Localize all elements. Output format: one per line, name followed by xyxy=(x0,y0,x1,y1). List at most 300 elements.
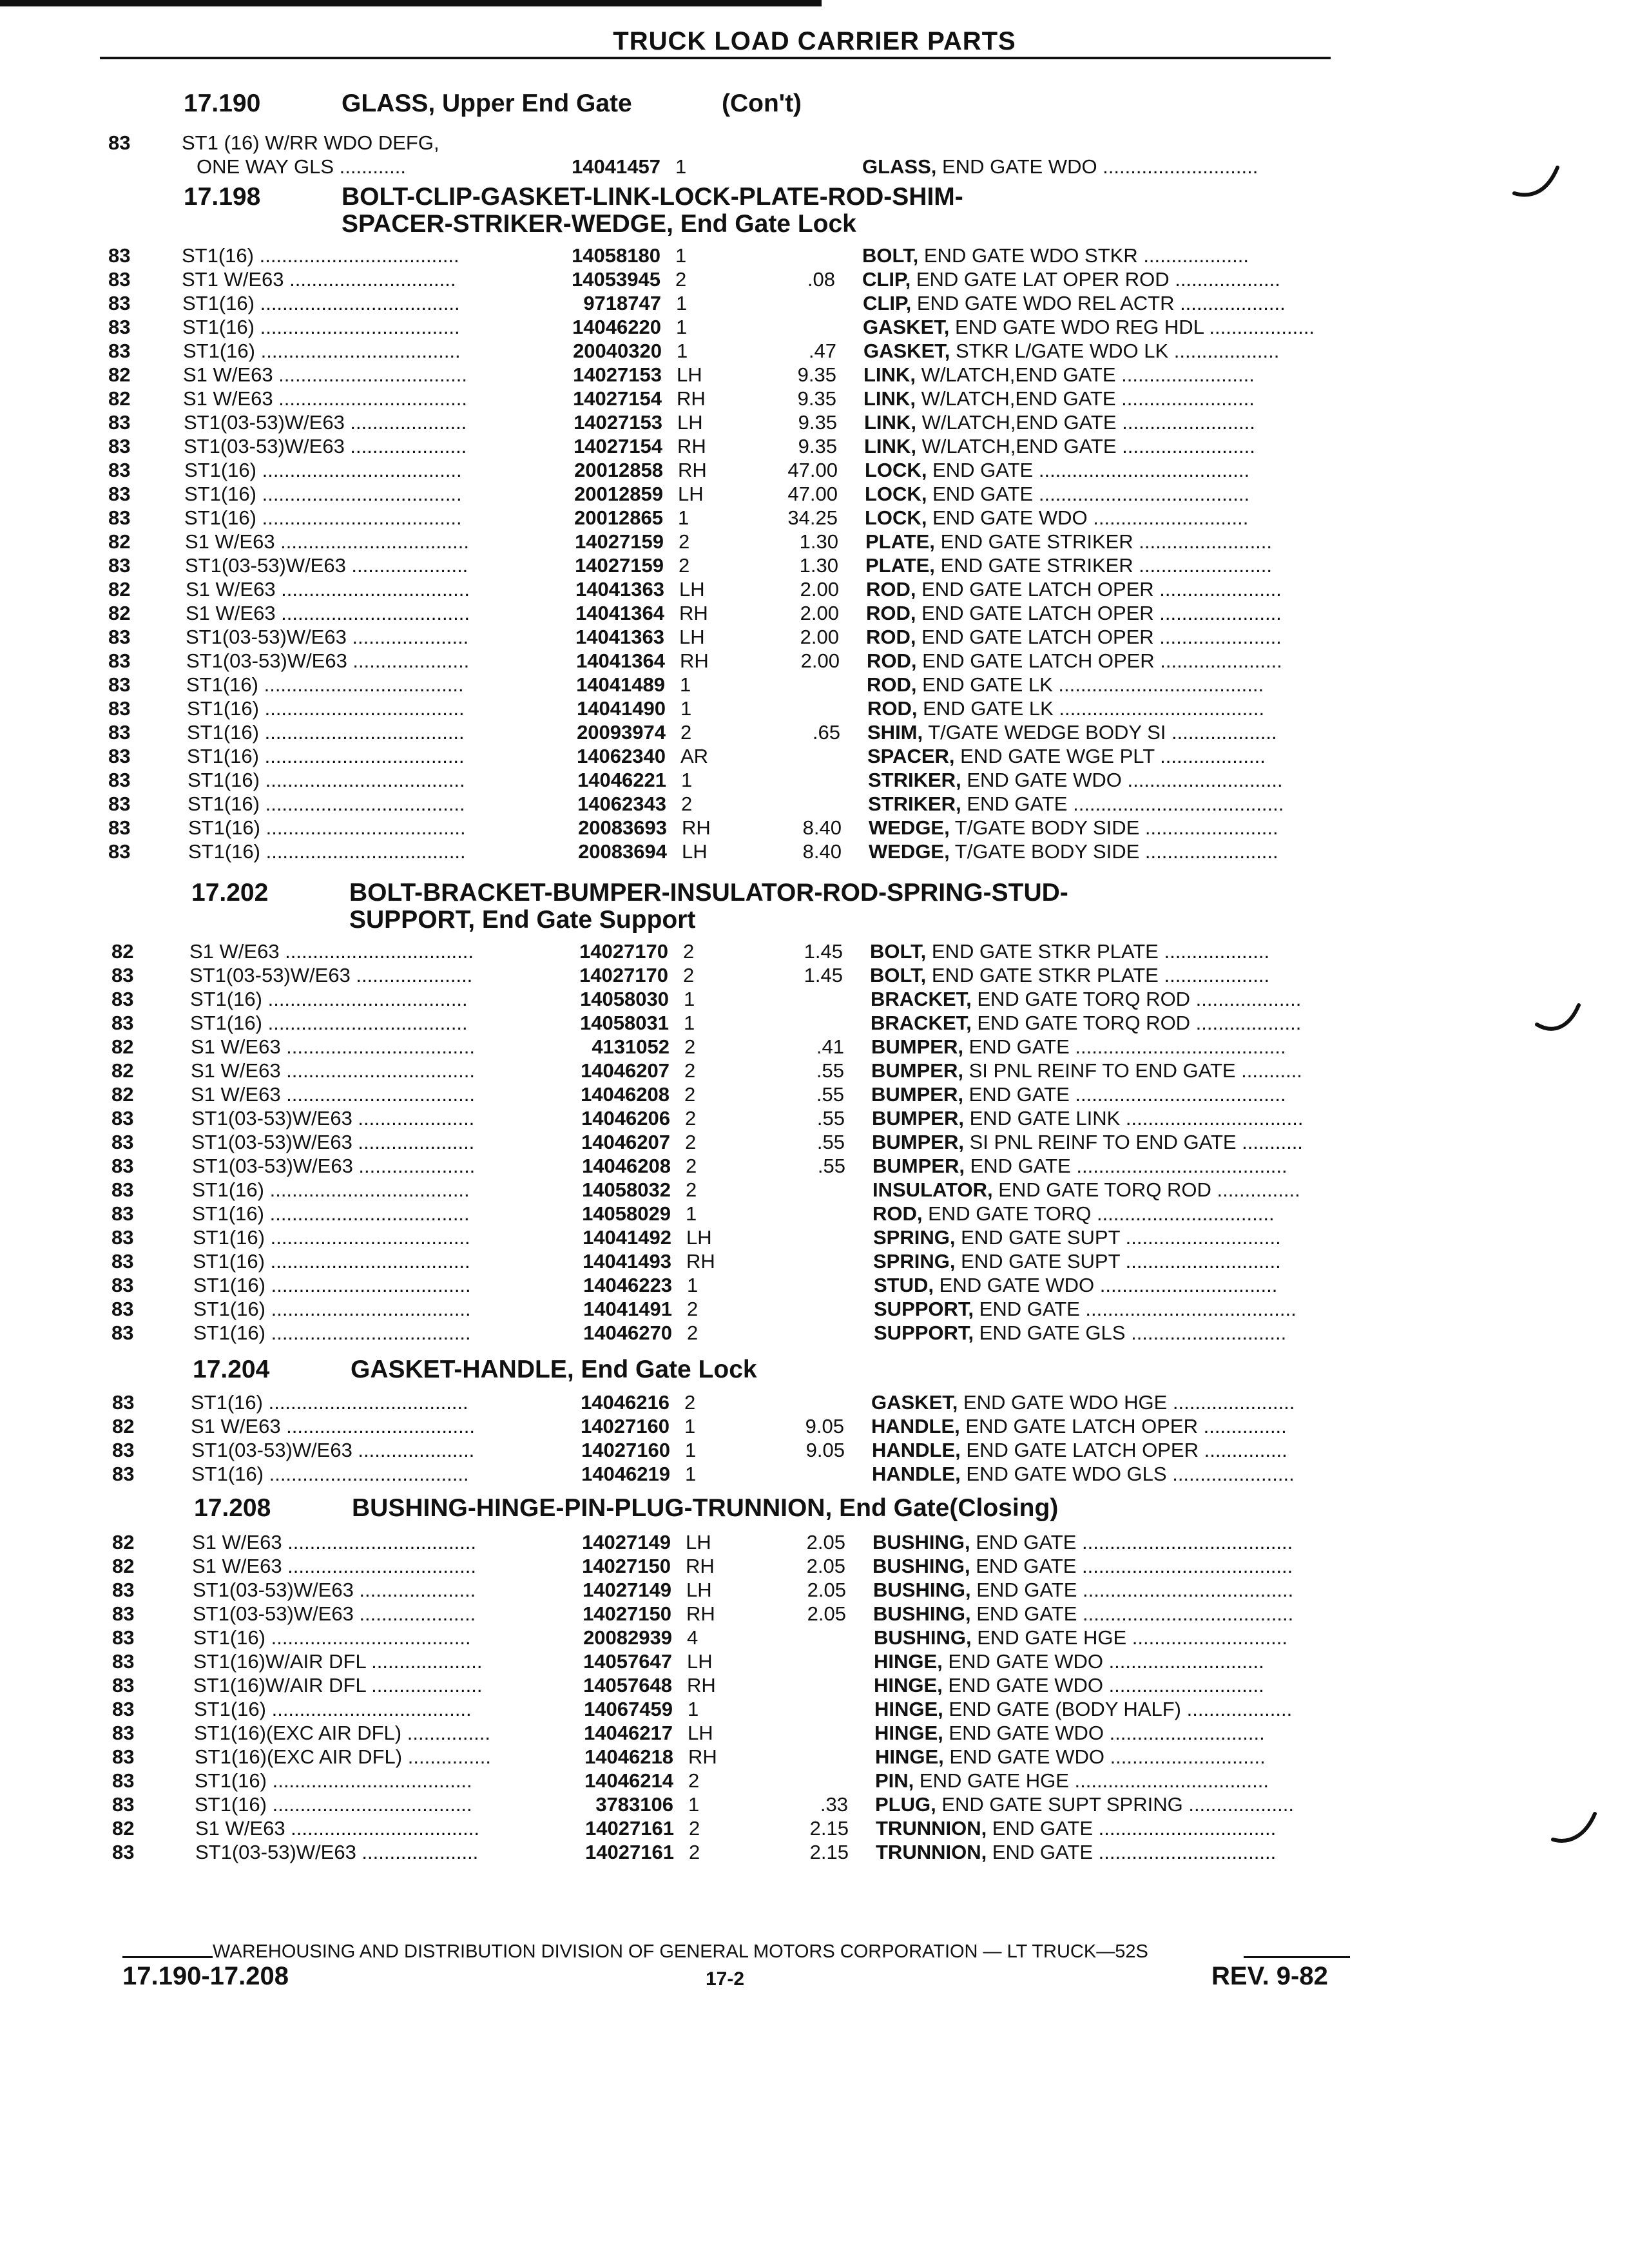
part-row xyxy=(0,1059,1629,1082)
unit-price: 9.35 xyxy=(798,411,837,434)
part-name: STRIKER, xyxy=(868,793,961,815)
part-row xyxy=(0,1414,1629,1438)
part-number: 20083693 xyxy=(578,816,667,839)
quantity: LH xyxy=(688,1722,713,1744)
part-name: STUD, xyxy=(874,1274,934,1296)
section-title: BOLT-CLIP-GASKET-LINK-LOCK-PLATE-ROD-SHIM- xyxy=(342,183,963,211)
model-code: S1 W/E63 .................................. xyxy=(192,1555,477,1577)
part-number: 14027149 xyxy=(582,1531,671,1553)
model-year: 82 xyxy=(111,1059,134,1082)
model-year: 83 xyxy=(112,1626,135,1649)
part-name: PIN, xyxy=(875,1769,914,1792)
description-text: END GATE LATCH OPER ...................... xyxy=(921,602,1282,624)
part-description xyxy=(866,601,1347,625)
description-text: END GATE SUPT SPRING ................... xyxy=(941,1793,1294,1816)
unit-price: 2.00 xyxy=(800,649,840,672)
model-code: ST1(16) .................................... xyxy=(187,721,465,744)
part-number: 14057647 xyxy=(583,1650,672,1673)
description-text: END GATE HGE ............................ xyxy=(977,1626,1287,1649)
part-name: SPRING, xyxy=(873,1226,956,1249)
part-description xyxy=(872,1202,1347,1225)
part-number: 14027170 xyxy=(579,964,668,986)
section-title: BOLT-BRACKET-BUMPER-INSULATOR-ROD-SPRING-STUD- xyxy=(349,879,1068,907)
part-name: HANDLE, xyxy=(872,1463,961,1485)
unit-price: 1.30 xyxy=(799,530,838,553)
part-description xyxy=(874,1273,1347,1297)
quantity: 1 xyxy=(680,673,691,696)
part-name: BUSHING, xyxy=(874,1626,972,1649)
model-year: 83 xyxy=(108,435,131,457)
part-row xyxy=(0,1816,1629,1840)
part-row xyxy=(0,339,1629,363)
part-description xyxy=(870,939,1347,963)
model-code: ST1(16)(EXC AIR DFL) ............... xyxy=(195,1745,491,1768)
model-year: 83 xyxy=(111,1250,134,1273)
check-mark-icon xyxy=(1550,1811,1601,1849)
part-row xyxy=(0,744,1629,768)
part-number: 14041491 xyxy=(583,1298,672,1320)
unit-price: .41 xyxy=(816,1035,844,1058)
unit-price: .33 xyxy=(820,1793,848,1816)
quantity: 2 xyxy=(686,1178,697,1201)
model-year: 83 xyxy=(111,988,134,1010)
description-text: END GATE WDO ............................ xyxy=(949,1722,1265,1744)
unit-price: 8.40 xyxy=(802,816,842,839)
top-border-line xyxy=(0,0,822,6)
part-row xyxy=(0,1792,1629,1816)
model-year: 82 xyxy=(112,1555,135,1577)
unit-price: 9.05 xyxy=(805,1415,844,1437)
part-description xyxy=(865,553,1347,577)
description-text: END GATE LATCH OPER ............... xyxy=(966,1439,1287,1461)
description-text: END GATE ...................................... xyxy=(976,1602,1294,1625)
quantity: LH xyxy=(687,1650,713,1673)
quantity: 1 xyxy=(680,697,692,720)
model-year: 83 xyxy=(112,1391,135,1414)
model-year: 83 xyxy=(108,721,131,744)
part-number: 14041364 xyxy=(576,649,665,672)
part-description xyxy=(865,482,1347,506)
part-name: ROD, xyxy=(866,602,916,624)
part-row xyxy=(0,482,1629,506)
part-description xyxy=(868,792,1347,816)
description-text: END GATE (BODY HALF) ................... xyxy=(949,1698,1293,1720)
part-row xyxy=(0,1130,1629,1154)
part-name: GASKET, xyxy=(863,316,950,338)
unit-price: 47.00 xyxy=(787,459,838,481)
model-code: ST1(16) .................................... xyxy=(192,1202,470,1225)
model-code: ST1(16) .................................... xyxy=(183,340,461,362)
part-name: BOLT, xyxy=(870,964,927,986)
part-number: 14046221 xyxy=(577,769,666,791)
description-text: END GATE ...................................... xyxy=(976,1579,1294,1601)
section-number: 17.208 xyxy=(194,1494,271,1522)
part-number: 14058031 xyxy=(580,1012,669,1034)
description-text: END GATE LAT OPER ROD ................... xyxy=(916,268,1280,291)
part-number: 14046219 xyxy=(581,1463,670,1485)
part-number: 14058030 xyxy=(580,988,669,1010)
part-number: 14027161 xyxy=(585,1817,674,1840)
quantity: 2 xyxy=(683,940,695,963)
section-title: BUSHING-HINGE-PIN-PLUG-TRUNNION, End Gate(Closing) xyxy=(352,1494,1059,1522)
model-code: ST1(03-53)W/E63 ..................... xyxy=(184,411,467,434)
model-year: 83 xyxy=(108,340,131,362)
part-description xyxy=(876,1816,1347,1840)
model-code: ST1(16) .................................... xyxy=(184,483,462,505)
description-text: END GATE WDO ............................ xyxy=(949,1745,1266,1768)
part-row xyxy=(0,1202,1629,1225)
description-text: SI PNL REINF TO END GATE ........... xyxy=(969,1059,1302,1082)
part-row xyxy=(0,1225,1629,1249)
description-text: END GATE STKR PLATE ................... xyxy=(931,940,1270,963)
continued-label: (Con't) xyxy=(722,90,802,117)
model-code: ST1(03-53)W/E63 ..................... xyxy=(193,1579,476,1601)
part-description xyxy=(874,1297,1347,1321)
quantity: RH xyxy=(682,816,711,839)
description-text: END GATE HGE ................................... xyxy=(919,1769,1269,1792)
model-code: ST1(03-53)W/E63 ..................... xyxy=(189,964,473,986)
quantity: LH xyxy=(677,411,703,434)
part-description xyxy=(867,720,1347,744)
quantity: 1 xyxy=(685,1463,697,1485)
part-number: 14027153 xyxy=(574,411,662,434)
part-name: HINGE, xyxy=(875,1745,944,1768)
part-row xyxy=(0,1578,1629,1602)
unit-price: 34.25 xyxy=(787,506,838,529)
part-row xyxy=(0,244,1629,267)
quantity: 2 xyxy=(687,1321,699,1344)
quantity: 1 xyxy=(686,1202,697,1225)
quantity: 1 xyxy=(688,1793,700,1816)
model-year: 82 xyxy=(108,530,131,553)
unit-price: .65 xyxy=(812,721,840,744)
section-title: GASKET-HANDLE, End Gate Lock xyxy=(351,1356,757,1383)
model-year: 83 xyxy=(108,316,131,338)
model-year: 82 xyxy=(112,1531,135,1553)
part-description xyxy=(872,1530,1347,1554)
description-text: END GATE WDO REL ACTR ................... xyxy=(916,292,1286,314)
description-text: END GATE ...................................... xyxy=(969,1035,1286,1058)
part-description xyxy=(873,1249,1347,1273)
part-row xyxy=(0,363,1629,387)
part-row xyxy=(0,1082,1629,1106)
part-row xyxy=(0,840,1629,863)
part-number: 14046218 xyxy=(584,1745,673,1768)
model-year: 83 xyxy=(112,1722,135,1744)
part-name: BUSHING, xyxy=(872,1531,970,1553)
model-year: 82 xyxy=(108,363,131,386)
part-row xyxy=(0,155,1629,178)
part-number: 14046206 xyxy=(581,1107,670,1129)
part-description xyxy=(876,1840,1347,1864)
model-year: 82 xyxy=(112,1415,135,1437)
quantity: 1 xyxy=(685,1439,697,1461)
quantity: 2 xyxy=(686,1155,697,1177)
model-year: 83 xyxy=(111,1202,134,1225)
quantity: 2 xyxy=(679,554,690,577)
model-year: 83 xyxy=(108,483,131,505)
part-number: 14027153 xyxy=(573,363,662,386)
quantity: 1 xyxy=(684,1012,695,1034)
part-number: 14046223 xyxy=(583,1274,672,1296)
description-text: END GATE WDO ............................ xyxy=(932,506,1249,529)
part-name: TRUNNION, xyxy=(876,1817,987,1840)
model-code: S1 W/E63 .................................. xyxy=(186,602,470,624)
part-name: PLATE, xyxy=(865,530,935,553)
part-description xyxy=(864,410,1347,434)
part-name: SUPPORT, xyxy=(874,1298,974,1320)
part-description xyxy=(863,315,1347,339)
part-description xyxy=(865,506,1347,530)
part-name: LINK, xyxy=(863,387,916,410)
description-text: END GATE WDO GLS ...................... xyxy=(966,1463,1295,1485)
part-name: ROD, xyxy=(867,697,918,720)
model-code: ST1(16) .................................... xyxy=(191,1391,468,1414)
model-year: 83 xyxy=(112,1439,135,1461)
part-number: 14058032 xyxy=(582,1178,671,1201)
part-description xyxy=(863,291,1347,315)
quantity: LH xyxy=(686,1531,711,1553)
model-year: 83 xyxy=(111,1155,134,1177)
part-number: 20083694 xyxy=(578,840,667,863)
model-year: 82 xyxy=(111,1035,134,1058)
model-year: 83 xyxy=(108,292,131,314)
part-number: 14027159 xyxy=(575,554,664,577)
quantity: 1 xyxy=(688,1698,699,1720)
quantity: RH xyxy=(679,602,708,624)
part-row xyxy=(0,1649,1629,1673)
part-row xyxy=(0,697,1629,720)
part-name: GLASS, xyxy=(862,155,937,178)
part-description xyxy=(871,1082,1347,1106)
model-year: 83 xyxy=(112,1674,135,1696)
part-row xyxy=(0,1011,1629,1035)
part-row xyxy=(0,1626,1629,1649)
model-code: ST1(16) .................................... xyxy=(182,292,460,314)
description-text: END GATE LK ..................................... xyxy=(923,697,1265,720)
description-text: END GATE WDO ................................ xyxy=(939,1274,1278,1296)
model-code: ST1(16) .................................... xyxy=(187,745,465,767)
model-year: 83 xyxy=(108,506,131,529)
model-year: 83 xyxy=(111,1178,134,1201)
part-name: HINGE, xyxy=(874,1650,943,1673)
quantity: 2 xyxy=(687,1298,699,1320)
part-description xyxy=(872,1438,1347,1462)
quantity: LH xyxy=(686,1226,712,1249)
model-code: ST1(16) .................................... xyxy=(188,840,466,863)
description-text: END GATE WDO ............................ xyxy=(948,1674,1264,1696)
part-number: 14041364 xyxy=(575,602,664,624)
description-text: END GATE STRIKER ........................ xyxy=(940,554,1273,577)
part-name: BRACKET, xyxy=(871,1012,972,1034)
model-year: 82 xyxy=(108,387,131,410)
section-number: 17.204 xyxy=(193,1356,270,1383)
part-row xyxy=(0,939,1629,963)
unit-price: 1.45 xyxy=(804,940,843,963)
model-code: ST1(16) .................................... xyxy=(190,988,468,1010)
model-year: 83 xyxy=(108,697,131,720)
footer-text: WAREHOUSING AND DISTRIBUTION DIVISION OF GENERAL MOTORS CORPORATION — LT TRUCK—52S xyxy=(213,1941,1148,1962)
model-code: S1 W/E63 .................................. xyxy=(192,1531,477,1553)
check-mark-icon xyxy=(1511,164,1563,203)
part-name: BUMPER, xyxy=(871,1059,963,1082)
model-code: ST1(16)W/AIR DFL .................... xyxy=(193,1650,483,1673)
model-code: ST1(03-53)W/E63 ..................... xyxy=(191,1107,475,1129)
part-row xyxy=(0,387,1629,410)
part-row xyxy=(0,131,1629,155)
footer-section-range: 17.190-17.208 xyxy=(122,1962,289,1990)
part-name: BUMPER, xyxy=(872,1131,964,1153)
description-text: T/GATE BODY SIDE ........................ xyxy=(954,816,1278,839)
model-year: 83 xyxy=(112,1602,135,1625)
part-name: HINGE, xyxy=(874,1698,943,1720)
description-text: END GATE ...................................... xyxy=(932,483,1250,505)
unit-price: 2.00 xyxy=(800,626,839,648)
part-number: 14041363 xyxy=(575,626,664,648)
part-row xyxy=(0,625,1629,649)
model-code: ST1(16) .................................... xyxy=(188,816,466,839)
unit-price: 2.00 xyxy=(800,578,839,601)
description-text: END GATE WDO ............................ xyxy=(948,1650,1264,1673)
part-number: 14041489 xyxy=(576,673,665,696)
unit-price: 8.40 xyxy=(802,840,842,863)
quantity: LH xyxy=(679,626,705,648)
part-name: BOLT, xyxy=(862,244,919,267)
part-row xyxy=(0,1297,1629,1321)
part-name: BUMPER, xyxy=(872,1155,965,1177)
model-year: 83 xyxy=(108,769,131,791)
part-number: 20093974 xyxy=(577,721,666,744)
part-description xyxy=(864,434,1347,458)
part-description xyxy=(871,987,1347,1011)
part-number: 14041493 xyxy=(583,1250,671,1273)
model-code: S1 W/E63 .................................. xyxy=(183,363,468,386)
quantity: RH xyxy=(686,1250,715,1273)
description-text: END GATE ...................................... xyxy=(932,459,1250,481)
model-code: ST1(03-53)W/E63 ..................... xyxy=(185,554,468,577)
model-code: ST1(16) .................................... xyxy=(193,1298,471,1320)
quantity: 1 xyxy=(678,506,689,529)
part-row xyxy=(0,410,1629,434)
quantity: 1 xyxy=(687,1274,699,1296)
part-description xyxy=(873,1602,1347,1626)
description-text: END GATE WGE PLT ................... xyxy=(960,745,1266,767)
part-number: 14027150 xyxy=(583,1602,671,1625)
part-name: SPACER, xyxy=(867,745,955,767)
description-text: SI PNL REINF TO END GATE ........... xyxy=(969,1131,1303,1153)
model-code: ST1(16) .................................... xyxy=(195,1793,472,1816)
part-number: 14046220 xyxy=(572,316,661,338)
unit-price: .08 xyxy=(807,268,835,291)
part-name: HANDLE, xyxy=(871,1415,960,1437)
quantity: LH xyxy=(682,840,708,863)
unit-price: .47 xyxy=(808,340,836,362)
model-code: ST1 W/E63 .............................. xyxy=(182,268,456,291)
model-code: S1 W/E63 .................................. xyxy=(195,1817,480,1840)
model-code: ST1(03-53)W/E63 ..................... xyxy=(186,649,470,672)
quantity: 2 xyxy=(684,1083,696,1106)
part-name: CLIP, xyxy=(862,268,911,291)
part-row xyxy=(0,1462,1629,1486)
part-row xyxy=(0,1390,1629,1414)
model-year: 82 xyxy=(111,1083,134,1106)
quantity: 1 xyxy=(684,1415,696,1437)
part-description xyxy=(870,963,1347,987)
part-row xyxy=(0,720,1629,744)
unit-price: 2.05 xyxy=(806,1531,845,1553)
model-code: ST1(16) .................................... xyxy=(182,316,460,338)
quantity: 2 xyxy=(688,1769,700,1792)
description-text: END GATE TORQ ROD ................... xyxy=(977,988,1302,1010)
title-rule xyxy=(100,57,1331,59)
model-code: ONE WAY GLS ............ xyxy=(197,155,407,178)
part-number: 14046216 xyxy=(581,1391,670,1414)
unit-price: .55 xyxy=(816,1059,844,1082)
part-row xyxy=(0,577,1629,601)
part-description xyxy=(872,1554,1347,1578)
part-number: 14027159 xyxy=(575,530,664,553)
part-number: 14041490 xyxy=(577,697,666,720)
part-description xyxy=(865,530,1347,553)
part-description xyxy=(867,673,1347,697)
quantity: 2 xyxy=(675,268,687,291)
part-description xyxy=(862,244,1347,267)
part-name: PLATE, xyxy=(865,554,935,577)
quantity: RH xyxy=(687,1674,716,1696)
part-number: 20040320 xyxy=(573,340,662,362)
model-code: S1 W/E63 .................................. xyxy=(191,1415,476,1437)
model-year: 83 xyxy=(112,1793,135,1816)
quantity: 2 xyxy=(684,1391,696,1414)
description-text: W/LATCH,END GATE ........................ xyxy=(921,435,1255,457)
part-description xyxy=(868,768,1347,792)
part-description xyxy=(875,1769,1347,1792)
model-code: S1 W/E63 .................................. xyxy=(191,1059,476,1082)
part-number: 14046214 xyxy=(584,1769,673,1792)
quantity: RH xyxy=(677,387,706,410)
unit-price: 2.05 xyxy=(807,1579,846,1601)
quantity: 1 xyxy=(676,316,688,338)
part-number: 20082939 xyxy=(583,1626,672,1649)
part-number: 14067459 xyxy=(584,1698,673,1720)
model-code: ST1(16) .................................... xyxy=(194,1698,472,1720)
part-row xyxy=(0,1273,1629,1297)
part-row xyxy=(0,816,1629,840)
part-name: LINK, xyxy=(864,411,916,434)
description-text: END GATE LINK ................................ xyxy=(969,1107,1304,1129)
description-text: END GATE WDO ............................ xyxy=(967,769,1283,791)
model-year: 83 xyxy=(111,1012,134,1034)
model-code: S1 W/E63 .................................. xyxy=(183,387,468,410)
description-text: END GATE ...................................... xyxy=(970,1155,1287,1177)
unit-price: 9.35 xyxy=(797,363,836,386)
part-row xyxy=(0,1554,1629,1578)
part-name: PLUG, xyxy=(875,1793,936,1816)
part-description xyxy=(867,697,1347,720)
part-row xyxy=(0,1249,1629,1273)
model-code: ST1(16) .................................... xyxy=(187,697,465,720)
model-year: 83 xyxy=(108,268,131,291)
description-text: END GATE ...................................... xyxy=(969,1083,1286,1106)
model-year: 82 xyxy=(112,1817,135,1840)
part-row xyxy=(0,315,1629,339)
part-number: 14027150 xyxy=(582,1555,671,1577)
part-name: HANDLE, xyxy=(872,1439,961,1461)
part-name: ROD, xyxy=(872,1202,923,1225)
part-name: ROD, xyxy=(866,626,916,648)
part-description xyxy=(874,1721,1347,1745)
part-number: 20012865 xyxy=(574,506,663,529)
